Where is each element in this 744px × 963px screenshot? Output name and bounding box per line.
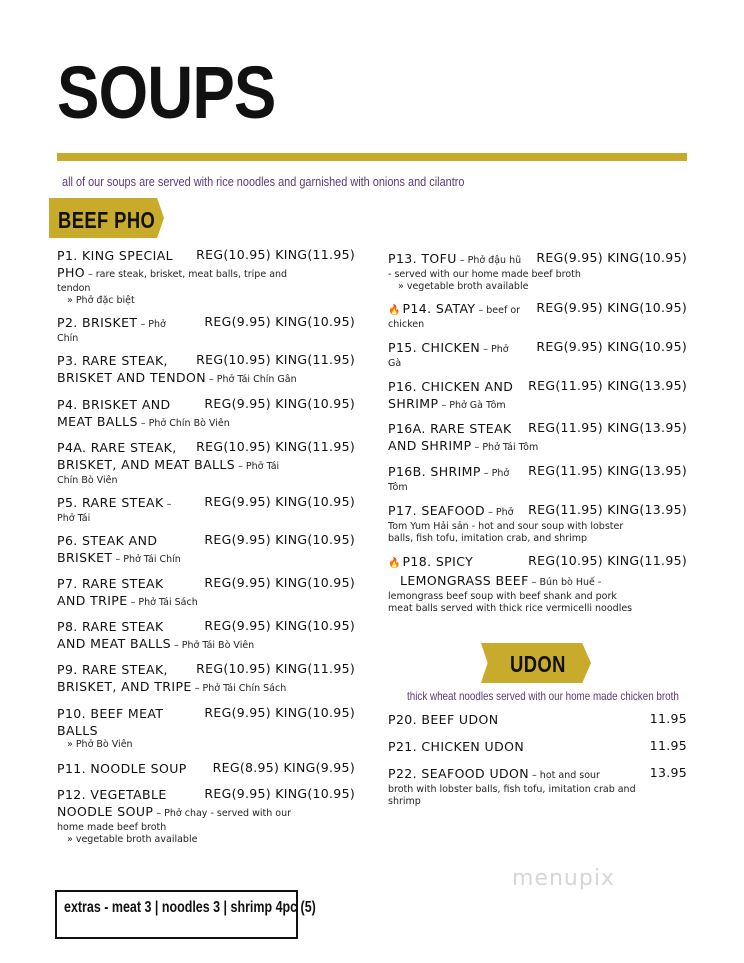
- item-name-cont: AND TRIPE: [57, 593, 128, 608]
- item-name: P7. RARE STEAK: [57, 576, 164, 591]
- item-description: – Phở Tái Chín Gân: [206, 374, 297, 385]
- menu-item: [57, 760, 187, 777]
- item-subtext: » vegetable broth available: [67, 834, 198, 845]
- menu-item: [388, 300, 520, 331]
- item-description: – hot and sour: [529, 770, 600, 781]
- menu-item: [388, 339, 509, 370]
- item-description: – Phở Gà Tôm: [438, 400, 506, 411]
- item-name-cont: BRISKET AND TENDON: [57, 370, 206, 385]
- item-name: P13. TOFU: [388, 251, 457, 266]
- item-name: P10. BEEF MEAT: [57, 706, 164, 721]
- item-name: P5. RARE STEAK: [57, 495, 164, 510]
- item-description: – Phở Chín Bò Viên: [137, 418, 230, 429]
- item-name: P4. BRISKET AND: [57, 397, 171, 412]
- item-subtext: Tôm: [388, 482, 408, 493]
- item-name: P1. KING SPECIAL: [57, 248, 174, 263]
- item-name-cont: BRISKET, AND MEAT BALLS: [57, 457, 236, 472]
- item-name: P2. BRISKET: [57, 315, 138, 330]
- menu-item: [388, 765, 636, 808]
- udon-subtitle: thick wheat noodles served with our home made chicken broth: [407, 689, 679, 703]
- item-subtext: » Phở đặc biệt: [67, 295, 135, 306]
- flame-icon: 🔥: [388, 558, 401, 569]
- beef-pho-heading: BEEF PHO: [58, 207, 156, 233]
- item-description: – Phở Tái Chín: [112, 554, 181, 565]
- menu-item: [388, 738, 524, 755]
- item-price: REG(11.95) KING(13.95): [528, 420, 687, 435]
- item-description: – Phở Tái Tôm: [471, 442, 539, 453]
- item-price: REG(10.95) KING(11.95): [196, 352, 355, 367]
- item-name-cont: MEAT BALLS: [57, 414, 138, 429]
- menu-item: [57, 314, 166, 345]
- item-description: – Phở: [485, 507, 514, 518]
- item-line: [57, 592, 198, 611]
- item-subtext: Chín: [57, 333, 79, 344]
- item-name-cont: NOODLE SOUP: [57, 804, 154, 819]
- item-line: [57, 722, 163, 739]
- item-line: [388, 420, 538, 437]
- item-price: REG(10.95) KING(11.95): [196, 661, 355, 676]
- item-name: P12. VEGETABLE: [57, 787, 167, 802]
- item-price: REG(8.95) KING(9.95): [212, 760, 355, 775]
- item-name-cont: BALLS: [57, 723, 98, 738]
- item-line: [57, 264, 287, 283]
- item-price: REG(11.95) KING(13.95): [528, 463, 687, 478]
- menu-item: [57, 705, 163, 751]
- item-name: P21. CHICKEN UDON: [388, 739, 525, 754]
- item-line: [57, 369, 297, 388]
- item-line: [57, 314, 166, 333]
- item-line: [388, 463, 509, 482]
- udon-heading: UDON: [510, 651, 566, 677]
- item-description: – Phở Tái Bò Viên: [170, 640, 255, 651]
- item-subtext: Tom Yum Hải sản - hot and sour soup with lobster: [388, 521, 624, 532]
- title-divider: [57, 153, 687, 161]
- item-price: REG(10.95) KING(11.95): [528, 553, 687, 568]
- page-title: SOUPS: [57, 51, 276, 134]
- item-line: [57, 532, 181, 549]
- item-name-cont: AND SHRIMP: [388, 438, 472, 453]
- item-subtext: Phở Tái: [57, 513, 91, 524]
- item-subtext: » vegetable broth available: [398, 281, 529, 292]
- item-name: P9. RARE STEAK,: [57, 662, 168, 677]
- item-line: [57, 678, 286, 697]
- item-price: REG(9.95) KING(10.95): [204, 575, 355, 590]
- item-price: REG(9.95) KING(10.95): [204, 618, 355, 633]
- item-line: [388, 300, 520, 319]
- item-price: 11.95: [649, 711, 687, 726]
- menu-item: [388, 420, 538, 456]
- item-name: P20. BEEF UDON: [388, 712, 499, 727]
- item-name: P11. NOODLE SOUP: [57, 761, 187, 776]
- item-subtext: - served with our home made beef broth: [388, 269, 581, 280]
- item-line: [388, 395, 513, 414]
- item-description: – Phở Tái: [235, 461, 280, 472]
- item-line: [57, 635, 254, 654]
- item-line: [57, 456, 279, 475]
- item-description: – Phở chay - served with our: [153, 808, 292, 819]
- item-subtext: tendon: [57, 283, 91, 294]
- item-description: – Phở Tái Chín Sách: [191, 683, 287, 694]
- item-price: REG(9.95) KING(10.95): [204, 314, 355, 329]
- item-name: P6. STEAK AND: [57, 533, 158, 548]
- item-subtext: lemongrass beef soup with beef shank and pork: [388, 591, 617, 602]
- item-name-cont: BRISKET: [57, 550, 113, 565]
- item-subtext: chicken: [388, 319, 425, 330]
- item-price: 11.95: [649, 738, 687, 753]
- item-price: REG(9.95) KING(10.95): [536, 339, 687, 354]
- item-price: REG(11.95) KING(13.95): [528, 502, 687, 517]
- item-name: P8. RARE STEAK: [57, 619, 164, 634]
- menu-item: [57, 575, 198, 611]
- item-line: [388, 572, 632, 591]
- item-line: [388, 765, 636, 784]
- flame-icon: 🔥: [388, 305, 401, 316]
- item-price: REG(9.95) KING(10.95): [204, 532, 355, 547]
- item-name: P17. SEAFOOD: [388, 503, 486, 518]
- item-line: [388, 378, 513, 395]
- item-name-cont: SHRIMP: [388, 396, 439, 411]
- item-name-cont: PHO: [57, 265, 85, 280]
- item-subtext: meat balls served with thick rice vermicelli noodles: [388, 603, 633, 614]
- menu-item: [388, 378, 513, 414]
- item-price: REG(9.95) KING(10.95): [204, 786, 355, 801]
- item-name-cont: BRISKET, AND TRIPE: [57, 679, 192, 694]
- item-price: 13.95: [649, 765, 687, 780]
- item-description: – rare steak, brisket, meat balls, tripe and: [84, 269, 288, 280]
- item-subtext: broth with lobster balls, fish tofu, imitation crab and: [388, 784, 636, 795]
- item-name: P16A. RARE STEAK: [388, 421, 512, 436]
- item-line: [57, 705, 163, 722]
- item-subtext: » Phở Bò Viên: [67, 739, 133, 750]
- item-description: – Phở: [480, 344, 509, 355]
- item-price: REG(9.95) KING(10.95): [204, 494, 355, 509]
- item-line: [57, 575, 198, 592]
- item-line: [57, 494, 171, 513]
- menu-item: [57, 494, 171, 525]
- item-price: REG(9.95) KING(10.95): [204, 396, 355, 411]
- item-description: – Phở đậu hũ: [456, 255, 522, 266]
- item-line: [388, 738, 524, 755]
- item-name-cont: AND MEAT BALLS: [57, 636, 171, 651]
- item-name: P3. RARE STEAK,: [57, 353, 168, 368]
- item-name: P22. SEAFOOD UDON: [388, 766, 530, 781]
- item-line: [57, 549, 181, 568]
- item-line: [57, 760, 187, 777]
- extras-text: extras - meat 3 | noodles 3 | shrimp 4pc (5): [64, 899, 316, 916]
- item-subtext: Chín Bò Viên: [57, 475, 118, 486]
- item-line: [57, 803, 291, 822]
- item-price: REG(10.95) KING(11.95): [196, 247, 355, 262]
- item-name: P18. SPICY: [402, 554, 474, 569]
- item-name-cont: LEMONGRASS BEEF: [400, 573, 529, 588]
- watermark-logo: menupix: [512, 866, 615, 891]
- item-subtext: home made beef broth: [57, 822, 167, 833]
- item-description: –: [163, 499, 172, 510]
- item-line: [388, 339, 509, 358]
- item-name: P14. SATAY: [402, 301, 476, 316]
- item-price: REG(9.95) KING(10.95): [536, 300, 687, 315]
- item-description: – Phở: [480, 468, 510, 479]
- item-description: – Phở Tái Sách: [127, 597, 198, 608]
- item-line: [388, 437, 538, 456]
- item-name: P4A. RARE STEAK,: [57, 440, 177, 455]
- item-name: P15. CHICKEN: [388, 340, 481, 355]
- item-subtext: balls, fish tofu, imitation crab, and shrimp: [388, 533, 588, 544]
- item-line: [388, 711, 499, 728]
- item-subtext: Gà: [388, 358, 402, 369]
- item-line: [57, 413, 230, 432]
- item-description: – Phở: [137, 319, 166, 330]
- menu-item: [57, 532, 181, 568]
- item-subtext: shrimp: [388, 796, 421, 807]
- item-description: – Bún bò Huế -: [528, 577, 602, 588]
- item-name: P16. CHICKEN AND: [388, 379, 514, 394]
- item-name: P16B. SHRIMP: [388, 464, 481, 479]
- menu-item: [388, 463, 509, 494]
- item-price: REG(10.95) KING(11.95): [196, 439, 355, 454]
- item-price: REG(9.95) KING(10.95): [204, 705, 355, 720]
- item-price: REG(11.95) KING(13.95): [528, 378, 687, 393]
- soups-subtitle: all of our soups are served with rice noodles and garnished with onions and cilantro: [62, 174, 465, 189]
- item-description: – beef or: [475, 305, 521, 316]
- item-price: REG(9.95) KING(10.95): [536, 250, 687, 265]
- menu-item: [388, 711, 499, 728]
